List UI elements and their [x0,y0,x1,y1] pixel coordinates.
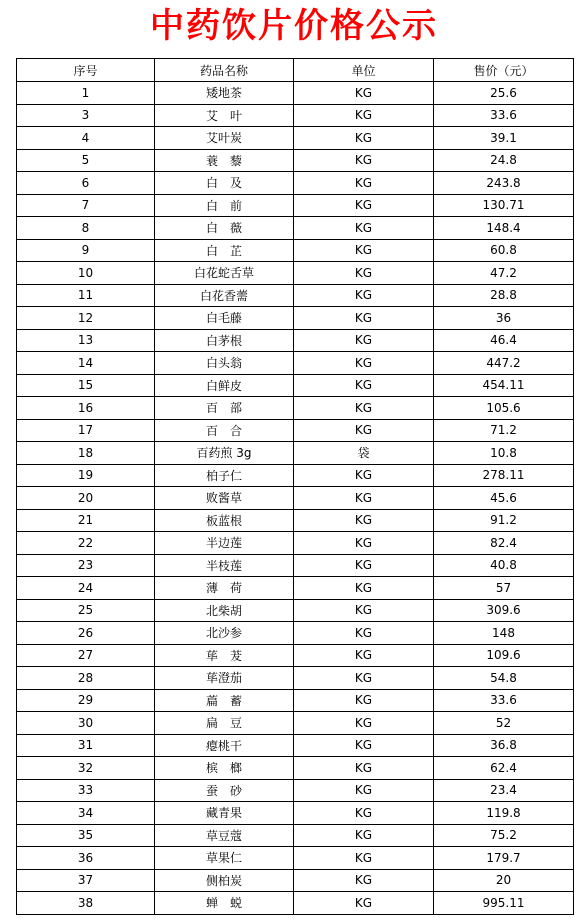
price-cell: 91.2 [434,509,574,532]
serial-number-cell: 32 [17,757,155,780]
header-drug-name: 药品名称 [155,59,294,82]
table-header [17,59,574,82]
drug-name-cell: 白 前 [155,194,294,217]
table-body [17,82,574,915]
price-cell: 71.2 [434,419,574,442]
drug-name-cell: 侧柏炭 [155,869,294,892]
unit-cell: KG [294,172,434,195]
serial-number-cell: 30 [17,712,155,735]
price-cell: 995.11 [434,892,574,915]
table-row [17,779,574,802]
serial-number-cell: 1 [17,82,155,105]
drug-name-cell: 瘪桃干 [155,734,294,757]
serial-number-cell: 7 [17,194,155,217]
serial-number-cell: 34 [17,802,155,825]
drug-name-cell: 扁 豆 [155,712,294,735]
serial-number-cell: 29 [17,689,155,712]
drug-name-cell: 北柴胡 [155,599,294,622]
drug-name-cell: 败酱草 [155,487,294,510]
price-cell: 130.71 [434,194,574,217]
table-row [17,622,574,645]
serial-number-cell: 23 [17,554,155,577]
serial-number-cell: 10 [17,262,155,285]
price-cell: 119.8 [434,802,574,825]
serial-number-cell: 31 [17,734,155,757]
unit-cell: KG [294,284,434,307]
unit-cell: KG [294,464,434,487]
serial-number-cell: 35 [17,824,155,847]
price-table [16,58,574,915]
serial-number-cell: 5 [17,149,155,172]
price-cell: 54.8 [434,667,574,690]
unit-cell: KG [294,149,434,172]
table-row [17,217,574,240]
table-row [17,757,574,780]
serial-number-cell: 20 [17,487,155,510]
drug-name-cell: 北沙参 [155,622,294,645]
serial-number-cell: 19 [17,464,155,487]
price-cell: 75.2 [434,824,574,847]
price-cell: 52 [434,712,574,735]
price-cell: 109.6 [434,644,574,667]
serial-number-cell: 26 [17,622,155,645]
price-cell: 105.6 [434,397,574,420]
price-cell: 20 [434,869,574,892]
unit-cell: KG [294,419,434,442]
serial-number-cell: 6 [17,172,155,195]
unit-cell: KG [294,554,434,577]
price-cell: 33.6 [434,104,574,127]
table-row [17,847,574,870]
unit-cell: KG [294,104,434,127]
table-row [17,127,574,150]
serial-number-cell: 17 [17,419,155,442]
price-cell: 33.6 [434,689,574,712]
unit-cell: KG [294,127,434,150]
price-cell: 25.6 [434,82,574,105]
serial-number-cell: 28 [17,667,155,690]
table-row [17,487,574,510]
price-cell: 148 [434,622,574,645]
header-row [17,59,574,82]
serial-number-cell: 16 [17,397,155,420]
serial-number-cell: 27 [17,644,155,667]
drug-name-cell: 白 薇 [155,217,294,240]
unit-cell: KG [294,712,434,735]
serial-number-cell: 3 [17,104,155,127]
drug-name-cell: 矮地茶 [155,82,294,105]
unit-cell: KG [294,644,434,667]
serial-number-cell: 8 [17,217,155,240]
table-row [17,442,574,465]
serial-number-cell: 12 [17,307,155,330]
unit-cell: 袋 [294,442,434,465]
unit-cell: KG [294,847,434,870]
drug-name-cell: 柏子仁 [155,464,294,487]
drug-name-cell: 白 芷 [155,239,294,262]
price-cell: 24.8 [434,149,574,172]
table-row [17,352,574,375]
serial-number-cell: 9 [17,239,155,262]
unit-cell: KG [294,622,434,645]
table-row [17,149,574,172]
unit-cell: KG [294,802,434,825]
drug-name-cell: 百 合 [155,419,294,442]
unit-cell: KG [294,734,434,757]
table-row [17,397,574,420]
unit-cell: KG [294,892,434,915]
table-row [17,239,574,262]
drug-name-cell: 萹 蓄 [155,689,294,712]
serial-number-cell: 37 [17,869,155,892]
price-cell: 148.4 [434,217,574,240]
serial-number-cell: 11 [17,284,155,307]
drug-name-cell: 蝉 蜕 [155,892,294,915]
unit-cell: KG [294,824,434,847]
drug-name-cell: 半边莲 [155,532,294,555]
unit-cell: KG [294,532,434,555]
drug-name-cell: 槟 榔 [155,757,294,780]
drug-name-cell: 荜澄茄 [155,667,294,690]
table-row [17,554,574,577]
unit-cell: KG [294,577,434,600]
serial-number-cell: 25 [17,599,155,622]
unit-cell: KG [294,487,434,510]
serial-number-cell: 22 [17,532,155,555]
price-cell: 40.8 [434,554,574,577]
drug-name-cell: 白 及 [155,172,294,195]
serial-number-cell: 15 [17,374,155,397]
serial-number-cell: 13 [17,329,155,352]
serial-number-cell: 36 [17,847,155,870]
table-row [17,712,574,735]
price-cell: 278.11 [434,464,574,487]
price-cell: 23.4 [434,779,574,802]
table-row [17,667,574,690]
drug-name-cell: 白头翁 [155,352,294,375]
unit-cell: KG [294,262,434,285]
unit-cell: KG [294,779,434,802]
drug-name-cell: 白毛藤 [155,307,294,330]
serial-number-cell: 21 [17,509,155,532]
drug-name-cell: 蓑 藜 [155,149,294,172]
serial-number-cell: 18 [17,442,155,465]
unit-cell: KG [294,239,434,262]
unit-cell: KG [294,689,434,712]
drug-name-cell: 草果仁 [155,847,294,870]
table-row [17,824,574,847]
drug-name-cell: 百 部 [155,397,294,420]
drug-name-cell: 蚕 砂 [155,779,294,802]
drug-name-cell: 板蓝根 [155,509,294,532]
table-row [17,82,574,105]
unit-cell: KG [294,329,434,352]
header-price: 售价（元） [434,59,574,82]
drug-name-cell: 白茅根 [155,329,294,352]
drug-name-cell: 艾叶炭 [155,127,294,150]
table-row [17,869,574,892]
table-row [17,374,574,397]
drug-name-cell: 藏青果 [155,802,294,825]
drug-name-cell: 百药煎 3g [155,442,294,465]
drug-name-cell: 白花香薷 [155,284,294,307]
table-row [17,644,574,667]
table-row [17,194,574,217]
price-cell: 62.4 [434,757,574,780]
table-row [17,262,574,285]
drug-name-cell: 荜 茇 [155,644,294,667]
unit-cell: KG [294,599,434,622]
table-row [17,734,574,757]
table-row [17,689,574,712]
drug-name-cell: 草豆蔻 [155,824,294,847]
header-serial-number: 序号 [17,59,155,82]
table-row [17,509,574,532]
unit-cell: KG [294,194,434,217]
drug-name-cell: 薄 荷 [155,577,294,600]
unit-cell: KG [294,307,434,330]
serial-number-cell: 38 [17,892,155,915]
price-cell: 60.8 [434,239,574,262]
unit-cell: KG [294,509,434,532]
price-cell: 243.8 [434,172,574,195]
table-row [17,892,574,915]
header-unit: 单位 [294,59,434,82]
price-cell: 179.7 [434,847,574,870]
serial-number-cell: 14 [17,352,155,375]
drug-name-cell: 白花蛇舌草 [155,262,294,285]
price-cell: 45.6 [434,487,574,510]
unit-cell: KG [294,757,434,780]
table-row [17,464,574,487]
table-row [17,172,574,195]
price-cell: 39.1 [434,127,574,150]
serial-number-cell: 4 [17,127,155,150]
price-cell: 82.4 [434,532,574,555]
unit-cell: KG [294,217,434,240]
table-row [17,419,574,442]
table-row [17,104,574,127]
table-row [17,307,574,330]
table-row [17,284,574,307]
table-row [17,802,574,825]
table-row [17,532,574,555]
price-cell: 36 [434,307,574,330]
unit-cell: KG [294,869,434,892]
price-cell: 57 [434,577,574,600]
price-cell: 28.8 [434,284,574,307]
drug-name-cell: 艾 叶 [155,104,294,127]
price-cell: 47.2 [434,262,574,285]
price-cell: 10.8 [434,442,574,465]
drug-name-cell: 白鲜皮 [155,374,294,397]
unit-cell: KG [294,352,434,375]
price-cell: 454.11 [434,374,574,397]
unit-cell: KG [294,374,434,397]
table-row [17,329,574,352]
price-cell: 36.8 [434,734,574,757]
unit-cell: KG [294,397,434,420]
serial-number-cell: 24 [17,577,155,600]
unit-cell: KG [294,667,434,690]
serial-number-cell: 33 [17,779,155,802]
unit-cell: KG [294,82,434,105]
price-cell: 447.2 [434,352,574,375]
price-cell: 46.4 [434,329,574,352]
table-row [17,599,574,622]
table-row [17,577,574,600]
price-cell: 309.6 [434,599,574,622]
page-title: 中药饮片价格公示 [150,6,438,46]
drug-name-cell: 半枝莲 [155,554,294,577]
